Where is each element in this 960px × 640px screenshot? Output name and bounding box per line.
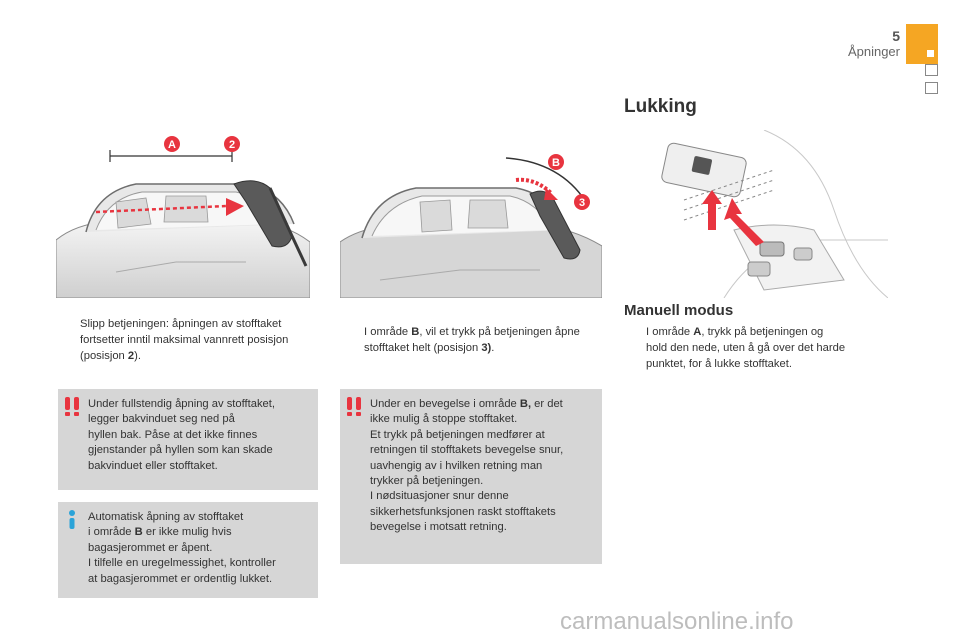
chapter-box	[925, 64, 938, 76]
para-line: stofftaket helt (posisjon 3).	[364, 342, 495, 354]
box-line: bakvinduet eller stofftaket.	[88, 459, 218, 472]
label-a-badge	[164, 136, 180, 152]
box-line: uavhengig av i hvilken retning man	[370, 459, 543, 472]
warning-box-movement	[340, 389, 602, 564]
section-title: Åpninger	[847, 44, 900, 59]
box-line: Under fullstendig åpning av stofftaket,	[88, 398, 275, 410]
box-line: Et trykk på betjeningen medfører at	[370, 428, 545, 441]
box-line: I nødsituasjoner snur denne	[370, 490, 509, 503]
box-line: legger bakvinduet seg ned på	[88, 413, 235, 426]
box-line: bagasjerommet er åpent.	[88, 541, 213, 554]
box-line: at bagasjerommet er ordentlig lukket.	[88, 572, 273, 585]
box-line: I tilfelle en uregelmessighet, kontroller	[88, 557, 276, 570]
box-line: trykker på betjeningen.	[370, 475, 484, 488]
info-box-trunk	[58, 502, 318, 598]
car-roof-opening-illustration	[56, 132, 310, 298]
box-line: retningen til stofftakets bevegelse snur,	[370, 444, 564, 457]
label-3-badge	[574, 194, 590, 210]
label-a: A	[168, 139, 176, 151]
para-line: I område A, trykk på betjeningen og	[646, 326, 824, 338]
label-b: B	[552, 157, 560, 169]
box-line: i område B er ikke mulig hvis	[88, 526, 232, 539]
warning-icon	[64, 397, 82, 417]
para-line: hold den nede, uten å gå over det harde	[646, 342, 846, 354]
para-line: (posisjon 2).	[80, 350, 141, 362]
box-line: Automatisk åpning av stofftaket	[88, 511, 244, 523]
heading-lukking: Lukking	[624, 96, 697, 117]
chapter-box	[925, 82, 938, 94]
car-roof-full-open-illustration	[340, 150, 602, 298]
box-line: hyllen bak. Påse at det ikke finnes	[88, 428, 258, 441]
box-line: Under en bevegelse i område B, er det	[370, 398, 563, 410]
box-line: ikke mulig å stoppe stofftaket.	[370, 413, 518, 426]
paragraph-release-control	[58, 316, 320, 364]
box-line: bevegelse i motsatt retning.	[370, 521, 507, 534]
warning-icon	[346, 397, 364, 417]
para-line: Slipp betjeningen: åpningen av stofftaket	[80, 318, 282, 330]
paragraph-area-b	[342, 324, 604, 356]
chapter-tab	[906, 24, 938, 64]
paragraph-manual-mode	[624, 324, 886, 372]
box-line: gjenstander på hyllen som kan skade	[88, 444, 273, 457]
roof-switch-illustration	[624, 130, 888, 298]
para-line: punktet, for å lukke stofftaket.	[646, 358, 792, 370]
info-icon	[64, 510, 82, 530]
tab-marker-icon	[927, 50, 934, 57]
label-2-badge	[224, 136, 240, 152]
para-line: I område B, vil et trykk på betjeningen åpne	[364, 326, 580, 338]
heading-manuell-modus: Manuell modus	[624, 302, 734, 319]
label-3: 3	[578, 197, 586, 209]
warning-box-rear-window	[58, 389, 318, 490]
label-b-badge	[548, 154, 564, 170]
page-number: 5	[892, 28, 900, 44]
box-line: sikkerhetsfunksjonen raskt stofftakets	[370, 505, 556, 518]
label-2: 2	[228, 139, 236, 151]
para-line: fortsetter inntil maksimal vannrett posisjon	[80, 334, 289, 346]
watermark: carmanualsonline.info	[560, 608, 794, 635]
